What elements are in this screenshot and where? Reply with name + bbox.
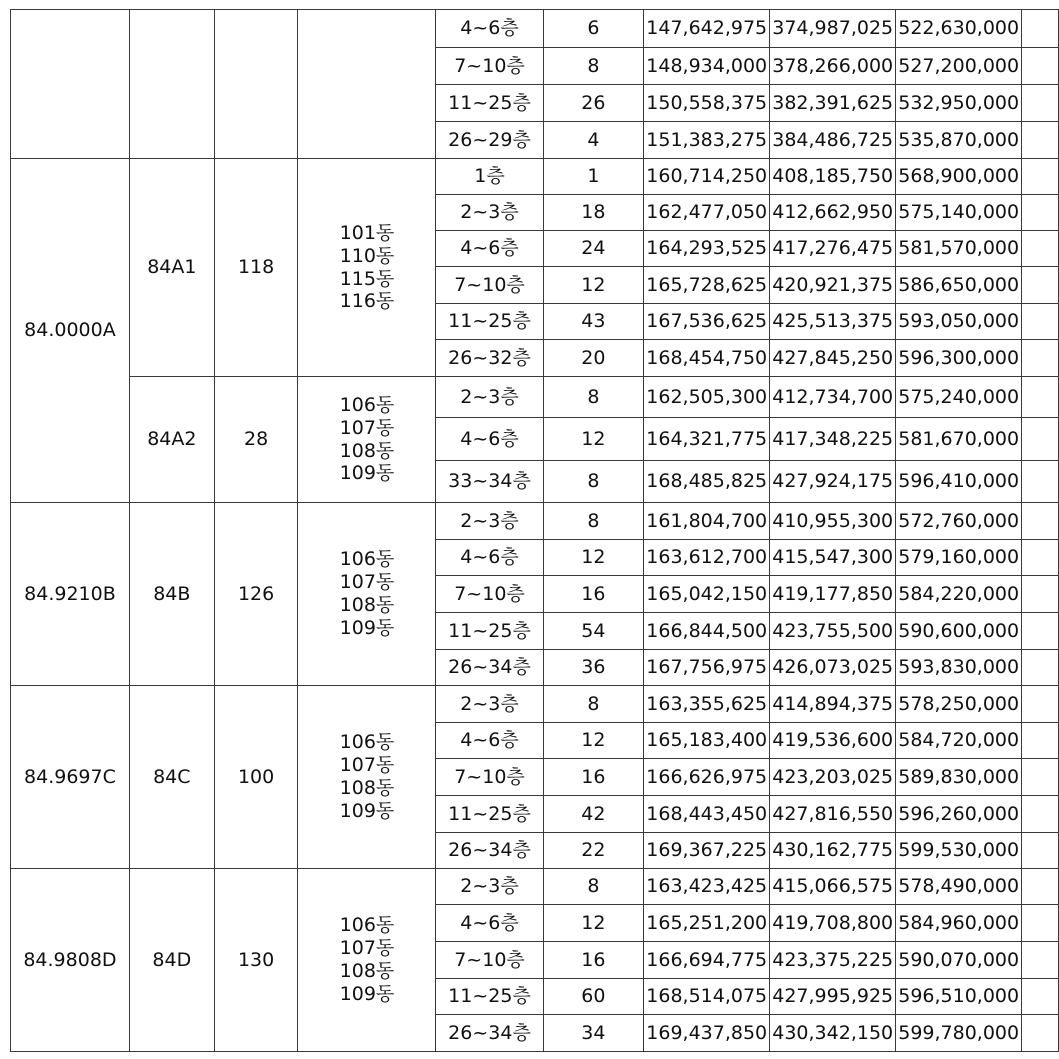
building-price-cell: 430,162,775: [770, 833, 896, 869]
unit-count-cell: 6: [543, 10, 644, 48]
trailing-cell: [1022, 613, 1059, 650]
dong-label: 107동: [339, 937, 395, 960]
trailing-cell: [1022, 759, 1059, 796]
building-price-cell: 427,995,925: [770, 979, 896, 1015]
trailing-cell: [1022, 869, 1059, 905]
area-cell: 84.9808D: [11, 869, 130, 1052]
building-price-cell: 430,342,150: [770, 1015, 896, 1052]
trailing-cell: [1022, 723, 1059, 759]
dong-label: 109동: [339, 982, 395, 1005]
unit-count-cell: 22: [543, 833, 644, 869]
floor-range-cell: 11~25층: [436, 304, 543, 340]
dong-cell: [298, 869, 436, 1052]
table-row: [11, 686, 1059, 723]
unit-count-cell: 12: [543, 418, 644, 461]
building-price-cell: 423,203,025: [770, 759, 896, 796]
land-price-cell: 169,437,850: [644, 1015, 770, 1052]
unit-count-cell: 16: [543, 759, 644, 796]
count-cell: 126: [214, 503, 298, 686]
table-row: [11, 10, 1059, 48]
land-price-cell: 150,558,375: [644, 85, 770, 122]
trailing-cell: [1022, 576, 1059, 613]
table-row: [11, 159, 1059, 195]
trailing-cell: [1022, 231, 1059, 267]
building-price-cell: 425,513,375: [770, 304, 896, 340]
total-price-cell: 586,650,000: [896, 267, 1022, 304]
trailing-cell: [1022, 979, 1059, 1015]
trailing-cell: [1022, 540, 1059, 576]
trailing-cell: [1022, 796, 1059, 833]
trailing-cell: [1022, 159, 1059, 195]
total-price-cell: 596,510,000: [896, 979, 1022, 1015]
price-table: [10, 9, 1059, 1052]
building-price-cell: 423,755,500: [770, 613, 896, 650]
total-price-cell: 578,250,000: [896, 686, 1022, 723]
floor-range-cell: 11~25층: [436, 979, 543, 1015]
land-price-cell: 165,251,200: [644, 905, 770, 942]
land-price-cell: 168,514,075: [644, 979, 770, 1015]
floor-range-cell: 4~6층: [436, 905, 543, 942]
count-cell: 118: [214, 159, 298, 377]
total-price-cell: 522,630,000: [896, 10, 1022, 48]
trailing-cell: [1022, 1015, 1059, 1052]
trailing-cell: [1022, 340, 1059, 377]
unit-count-cell: 60: [543, 979, 644, 1015]
floor-range-cell: 4~6층: [436, 540, 543, 576]
floor-range-cell: 7~10층: [436, 267, 543, 304]
total-price-cell: 572,760,000: [896, 503, 1022, 540]
trailing-cell: [1022, 503, 1059, 540]
total-price-cell: 568,900,000: [896, 159, 1022, 195]
type-cell: 84B: [129, 503, 214, 686]
total-price-cell: 596,260,000: [896, 796, 1022, 833]
count-cell: 130: [214, 869, 298, 1052]
total-price-cell: 593,050,000: [896, 304, 1022, 340]
unit-count-cell: 8: [543, 377, 644, 418]
unit-count-cell: 8: [543, 461, 644, 503]
dong-label: 109동: [339, 616, 395, 639]
dong-label: 108동: [339, 960, 395, 982]
unit-count-cell: 26: [543, 85, 644, 122]
building-price-cell: 426,073,025: [770, 650, 896, 686]
floor-range-cell: 26~34층: [436, 650, 543, 686]
trailing-cell: [1022, 48, 1059, 85]
dong-cell: [298, 377, 436, 503]
table-body: [11, 10, 1059, 1052]
land-price-cell: 166,694,775: [644, 942, 770, 979]
land-price-cell: 165,042,150: [644, 576, 770, 613]
total-price-cell: 575,140,000: [896, 195, 1022, 231]
building-price-cell: 419,708,800: [770, 905, 896, 942]
total-price-cell: 596,410,000: [896, 461, 1022, 503]
land-price-cell: 169,367,225: [644, 833, 770, 869]
total-price-cell: 581,670,000: [896, 418, 1022, 461]
floor-range-cell: 4~6층: [436, 231, 543, 267]
dong-label: 115동: [339, 267, 395, 290]
floor-range-cell: 7~10층: [436, 942, 543, 979]
floor-range-cell: 26~32층: [436, 340, 543, 377]
type-cell: 84A1: [129, 159, 214, 377]
land-price-cell: 148,934,000: [644, 48, 770, 85]
building-price-cell: 420,921,375: [770, 267, 896, 304]
dong-label: 108동: [339, 777, 395, 799]
total-price-cell: 590,070,000: [896, 942, 1022, 979]
dong-label: 108동: [339, 594, 395, 616]
land-price-cell: 165,183,400: [644, 723, 770, 759]
floor-range-cell: 26~29층: [436, 122, 543, 159]
trailing-cell: [1022, 304, 1059, 340]
building-price-cell: 415,547,300: [770, 540, 896, 576]
land-price-cell: 164,321,775: [644, 418, 770, 461]
table-row: [11, 503, 1059, 540]
dong-cell: [298, 686, 436, 869]
total-price-cell: 599,530,000: [896, 833, 1022, 869]
land-price-cell: 161,804,700: [644, 503, 770, 540]
building-price-cell: 384,486,725: [770, 122, 896, 159]
building-price-cell: 378,266,000: [770, 48, 896, 85]
floor-range-cell: 11~25층: [436, 613, 543, 650]
land-price-cell: 166,626,975: [644, 759, 770, 796]
building-price-cell: 410,955,300: [770, 503, 896, 540]
dong-label: 107동: [339, 416, 395, 439]
building-price-cell: 419,177,850: [770, 576, 896, 613]
total-price-cell: 599,780,000: [896, 1015, 1022, 1052]
total-price-cell: 527,200,000: [896, 48, 1022, 85]
building-price-cell: 427,845,250: [770, 340, 896, 377]
trailing-cell: [1022, 377, 1059, 418]
count-cell: 28: [214, 377, 298, 503]
dong-label: 106동: [339, 548, 395, 571]
floor-range-cell: 26~34층: [436, 1015, 543, 1052]
floor-range-cell: 7~10층: [436, 759, 543, 796]
unit-count-cell: 43: [543, 304, 644, 340]
trailing-cell: [1022, 833, 1059, 869]
unit-count-cell: 8: [543, 869, 644, 905]
total-price-cell: 579,160,000: [896, 540, 1022, 576]
dong-cell: [298, 10, 436, 159]
land-price-cell: 163,355,625: [644, 686, 770, 723]
trailing-cell: [1022, 686, 1059, 723]
land-price-cell: 147,642,975: [644, 10, 770, 48]
land-price-cell: 164,293,525: [644, 231, 770, 267]
land-price-cell: 167,536,625: [644, 304, 770, 340]
trailing-cell: [1022, 85, 1059, 122]
unit-count-cell: 18: [543, 195, 644, 231]
area-cell: 84.0000A: [11, 159, 130, 503]
floor-range-cell: 11~25층: [436, 85, 543, 122]
total-price-cell: 590,600,000: [896, 613, 1022, 650]
floor-range-cell: 4~6층: [436, 723, 543, 759]
unit-count-cell: 4: [543, 122, 644, 159]
count-cell: [214, 10, 298, 159]
land-price-cell: 162,505,300: [644, 377, 770, 418]
total-price-cell: 584,720,000: [896, 723, 1022, 759]
building-price-cell: 374,987,025: [770, 10, 896, 48]
total-price-cell: 596,300,000: [896, 340, 1022, 377]
unit-count-cell: 54: [543, 613, 644, 650]
land-price-cell: 162,477,050: [644, 195, 770, 231]
unit-count-cell: 24: [543, 231, 644, 267]
unit-count-cell: 12: [543, 267, 644, 304]
floor-range-cell: 26~34층: [436, 833, 543, 869]
land-price-cell: 151,383,275: [644, 122, 770, 159]
land-price-cell: 163,612,700: [644, 540, 770, 576]
total-price-cell: 584,220,000: [896, 576, 1022, 613]
land-price-cell: 168,443,450: [644, 796, 770, 833]
unit-count-cell: 16: [543, 942, 644, 979]
floor-range-cell: 2~3층: [436, 195, 543, 231]
building-price-cell: 414,894,375: [770, 686, 896, 723]
unit-count-cell: 36: [543, 650, 644, 686]
floor-range-cell: 33~34층: [436, 461, 543, 503]
unit-count-cell: 8: [543, 48, 644, 85]
building-price-cell: 412,662,950: [770, 195, 896, 231]
floor-range-cell: 2~3층: [436, 503, 543, 540]
table-row: [11, 869, 1059, 905]
building-price-cell: 427,816,550: [770, 796, 896, 833]
trailing-cell: [1022, 461, 1059, 503]
total-price-cell: 584,960,000: [896, 905, 1022, 942]
trailing-cell: [1022, 195, 1059, 231]
land-price-cell: 166,844,500: [644, 613, 770, 650]
dong-label: 116동: [339, 290, 395, 313]
total-price-cell: 535,870,000: [896, 122, 1022, 159]
type-cell: 84C: [129, 686, 214, 869]
total-price-cell: 575,240,000: [896, 377, 1022, 418]
dong-label: 109동: [339, 462, 395, 485]
building-price-cell: 417,276,475: [770, 231, 896, 267]
trailing-cell: [1022, 10, 1059, 48]
unit-count-cell: 42: [543, 796, 644, 833]
floor-range-cell: 7~10층: [436, 576, 543, 613]
unit-count-cell: 8: [543, 503, 644, 540]
trailing-cell: [1022, 905, 1059, 942]
building-price-cell: 415,066,575: [770, 869, 896, 905]
floor-range-cell: 2~3층: [436, 686, 543, 723]
total-price-cell: 593,830,000: [896, 650, 1022, 686]
unit-count-cell: 12: [543, 723, 644, 759]
unit-count-cell: 16: [543, 576, 644, 613]
count-cell: 100: [214, 686, 298, 869]
building-price-cell: 408,185,750: [770, 159, 896, 195]
unit-count-cell: 8: [543, 686, 644, 723]
total-price-cell: 581,570,000: [896, 231, 1022, 267]
floor-range-cell: 1층: [436, 159, 543, 195]
building-price-cell: 412,734,700: [770, 377, 896, 418]
building-price-cell: 382,391,625: [770, 85, 896, 122]
type-cell: 84D: [129, 869, 214, 1052]
building-price-cell: 419,536,600: [770, 723, 896, 759]
land-price-cell: 160,714,250: [644, 159, 770, 195]
floor-range-cell: 2~3층: [436, 869, 543, 905]
unit-count-cell: 20: [543, 340, 644, 377]
floor-range-cell: 4~6층: [436, 10, 543, 48]
building-price-cell: 423,375,225: [770, 942, 896, 979]
unit-count-cell: 1: [543, 159, 644, 195]
building-price-cell: 417,348,225: [770, 418, 896, 461]
total-price-cell: 589,830,000: [896, 759, 1022, 796]
type-cell: 84A2: [129, 377, 214, 503]
dong-cell: [298, 503, 436, 686]
land-price-cell: 163,423,425: [644, 869, 770, 905]
dong-label: 101동: [339, 221, 395, 244]
table-row: [11, 377, 1059, 418]
dong-label: 106동: [339, 914, 395, 937]
land-price-cell: 167,756,975: [644, 650, 770, 686]
trailing-cell: [1022, 418, 1059, 461]
trailing-cell: [1022, 267, 1059, 304]
unit-count-cell: 34: [543, 1015, 644, 1052]
area-cell: 84.9210B: [11, 503, 130, 686]
unit-count-cell: 12: [543, 905, 644, 942]
total-price-cell: 532,950,000: [896, 85, 1022, 122]
unit-count-cell: 12: [543, 540, 644, 576]
type-cell: [129, 10, 214, 159]
dong-label: 106동: [339, 731, 395, 754]
trailing-cell: [1022, 650, 1059, 686]
floor-range-cell: 7~10층: [436, 48, 543, 85]
trailing-cell: [1022, 942, 1059, 979]
floor-range-cell: 2~3층: [436, 377, 543, 418]
dong-label: 107동: [339, 754, 395, 777]
area-cell: 84.9697C: [11, 686, 130, 869]
dong-label: 109동: [339, 799, 395, 822]
trailing-cell: [1022, 122, 1059, 159]
land-price-cell: 165,728,625: [644, 267, 770, 304]
total-price-cell: 578,490,000: [896, 869, 1022, 905]
area-cell: [11, 10, 130, 159]
floor-range-cell: 4~6층: [436, 418, 543, 461]
building-price-cell: 427,924,175: [770, 461, 896, 503]
land-price-cell: 168,485,825: [644, 461, 770, 503]
dong-cell: [298, 159, 436, 377]
dong-label: 107동: [339, 571, 395, 594]
dong-label: 110동: [339, 244, 395, 267]
dong-label: 106동: [339, 393, 395, 416]
land-price-cell: 168,454,750: [644, 340, 770, 377]
floor-range-cell: 11~25층: [436, 796, 543, 833]
dong-label: 108동: [339, 439, 395, 462]
